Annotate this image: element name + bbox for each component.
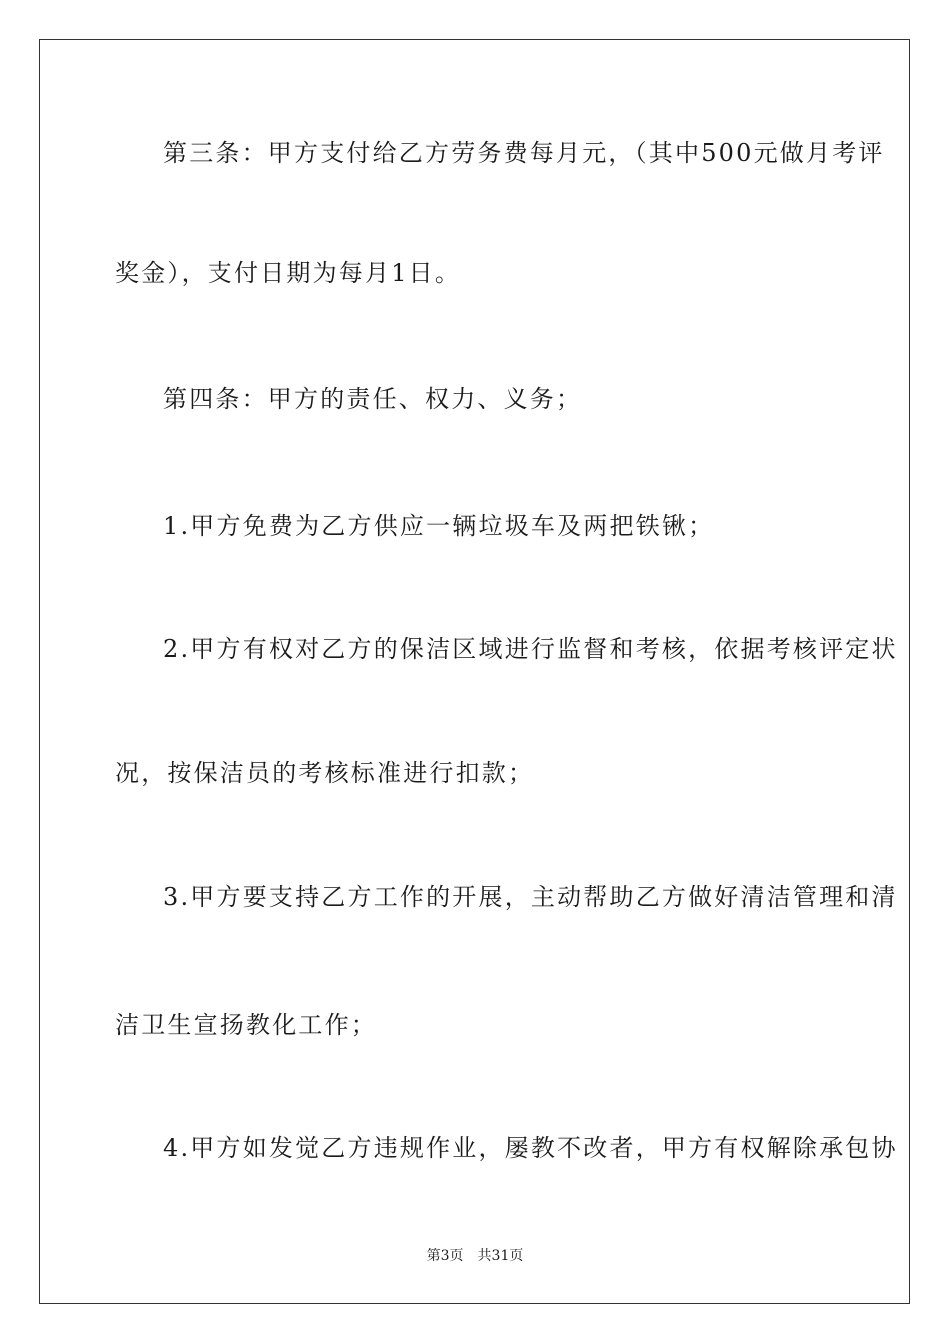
paragraph-line: 1.甲方免费为乙方供应一辆垃圾车及两把铁锹； <box>163 512 715 540</box>
paragraph-line: 3.甲方要支持乙方工作的开展，主动帮助乙方做好清洁管理和清 <box>163 883 898 911</box>
paragraph-line: 第三条：甲方支付给乙方劳务费每月元，（其中500元做月考评 <box>163 139 885 167</box>
page-border <box>39 39 910 1304</box>
paragraph-line: 4.甲方如发觉乙方违规作业，屡教不改者，甲方有权解除承包协 <box>163 1134 898 1162</box>
paragraph-line: 况，按保洁员的考核标准进行扣款； <box>115 759 535 787</box>
paragraph-line: 2.甲方有权对乙方的保洁区域进行监督和考核，依据考核评定状 <box>163 635 898 663</box>
paragraph-line: 洁卫生宣扬教化工作； <box>115 1011 377 1039</box>
page-number-footer: 第3页 共31页 <box>426 1248 524 1264</box>
paragraph-line: 第四条：甲方的责任、权力、义务； <box>163 385 583 413</box>
paragraph-line: 奖金），支付日期为每月1日。 <box>115 259 462 287</box>
